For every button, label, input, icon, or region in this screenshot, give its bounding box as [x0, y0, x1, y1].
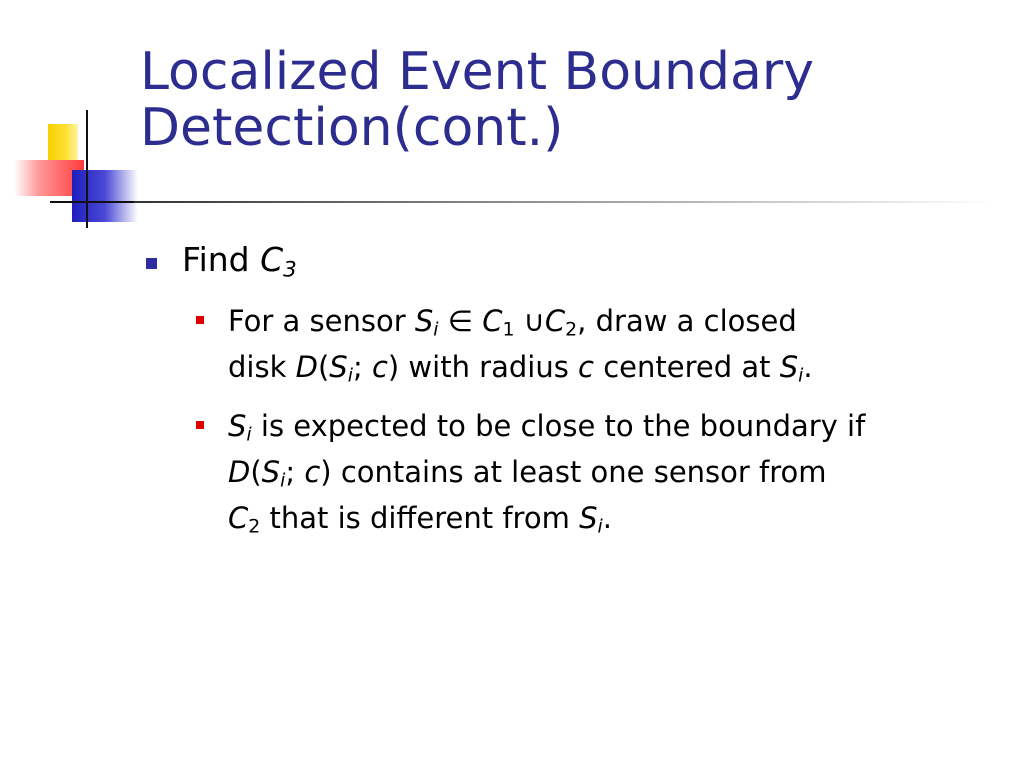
- text-run: .: [803, 350, 813, 384]
- square-bullet-icon: [146, 258, 157, 269]
- text-run: ;: [352, 350, 372, 384]
- var-s-sub: i: [433, 319, 439, 341]
- sub-bullet-1-line-2: [228, 344, 1016, 390]
- bullet-var-sub: 3: [283, 257, 297, 283]
- sub-bullet-2: [196, 403, 1016, 541]
- var-c-sub: 2: [248, 516, 261, 538]
- sub-bullet-1-text: [228, 298, 1016, 390]
- title-underline: [134, 201, 994, 203]
- sub-bullet-2-line-1: [228, 403, 1016, 449]
- sub-bullet-2-line-3: [228, 495, 1016, 541]
- text-run: disk: [228, 350, 296, 384]
- var-s: S: [228, 409, 247, 443]
- slide-title-line-1: Localized Event Boundary: [140, 42, 814, 102]
- text-run: (: [317, 350, 330, 384]
- bullet-find-c3: [146, 238, 986, 282]
- text-run: , draw a closed: [577, 304, 797, 338]
- var-s-sub: i: [597, 516, 603, 538]
- text-run: is expected to be close to the boundary if: [251, 409, 866, 443]
- var-d: D: [295, 350, 318, 384]
- sub-bullet-1: [196, 298, 1016, 390]
- text-run: ;: [285, 455, 305, 489]
- var-s-sub: i: [280, 470, 286, 492]
- var-c2-sub: 2: [565, 319, 578, 341]
- union-symbol: ∪: [514, 304, 545, 338]
- sub-bullet-2-line-2: [228, 449, 1016, 495]
- var-s: S: [579, 501, 598, 535]
- bullet-word: Find: [182, 240, 250, 279]
- sub-bullet-1-line-1: [228, 298, 1016, 344]
- var-s: S: [779, 350, 799, 384]
- square-bullet-icon: [196, 421, 204, 429]
- text-run: For a sensor: [228, 304, 415, 338]
- var-s: S: [329, 350, 348, 384]
- decor-blue-square: [72, 170, 138, 222]
- var-c1: C: [482, 304, 503, 338]
- var-c: c: [578, 350, 594, 384]
- var-c: c: [304, 455, 321, 489]
- var-c2: C: [544, 304, 566, 338]
- element-of-symbol: ∈: [438, 304, 483, 338]
- square-bullet-icon: [196, 316, 204, 324]
- var-s-sub: i: [246, 424, 252, 446]
- var-c: C: [228, 501, 249, 535]
- text-run: ) with radius: [387, 350, 579, 384]
- text-run: (: [250, 455, 262, 489]
- var-c: c: [371, 350, 388, 384]
- var-s: S: [261, 455, 281, 489]
- text-run: ) contains at least one sensor from: [320, 455, 827, 489]
- var-d: D: [228, 455, 251, 489]
- var-s: S: [414, 304, 434, 338]
- decor-vertical-line: [86, 110, 88, 228]
- var-s-sub: i: [798, 365, 804, 387]
- text-run: that is different from: [260, 501, 580, 535]
- text-run: centered at: [594, 350, 780, 384]
- var-s-sub: i: [347, 365, 353, 387]
- slide-title-line-2: Detection(cont.): [140, 98, 564, 158]
- bullet-text: [182, 238, 986, 282]
- var-c1-sub: 1: [502, 319, 515, 341]
- sub-bullet-2-text: [228, 403, 1016, 541]
- bullet-var: C: [260, 240, 284, 279]
- decor-horizontal-line: [50, 201, 134, 203]
- slide-title: [140, 44, 1000, 156]
- text-run: .: [602, 501, 612, 535]
